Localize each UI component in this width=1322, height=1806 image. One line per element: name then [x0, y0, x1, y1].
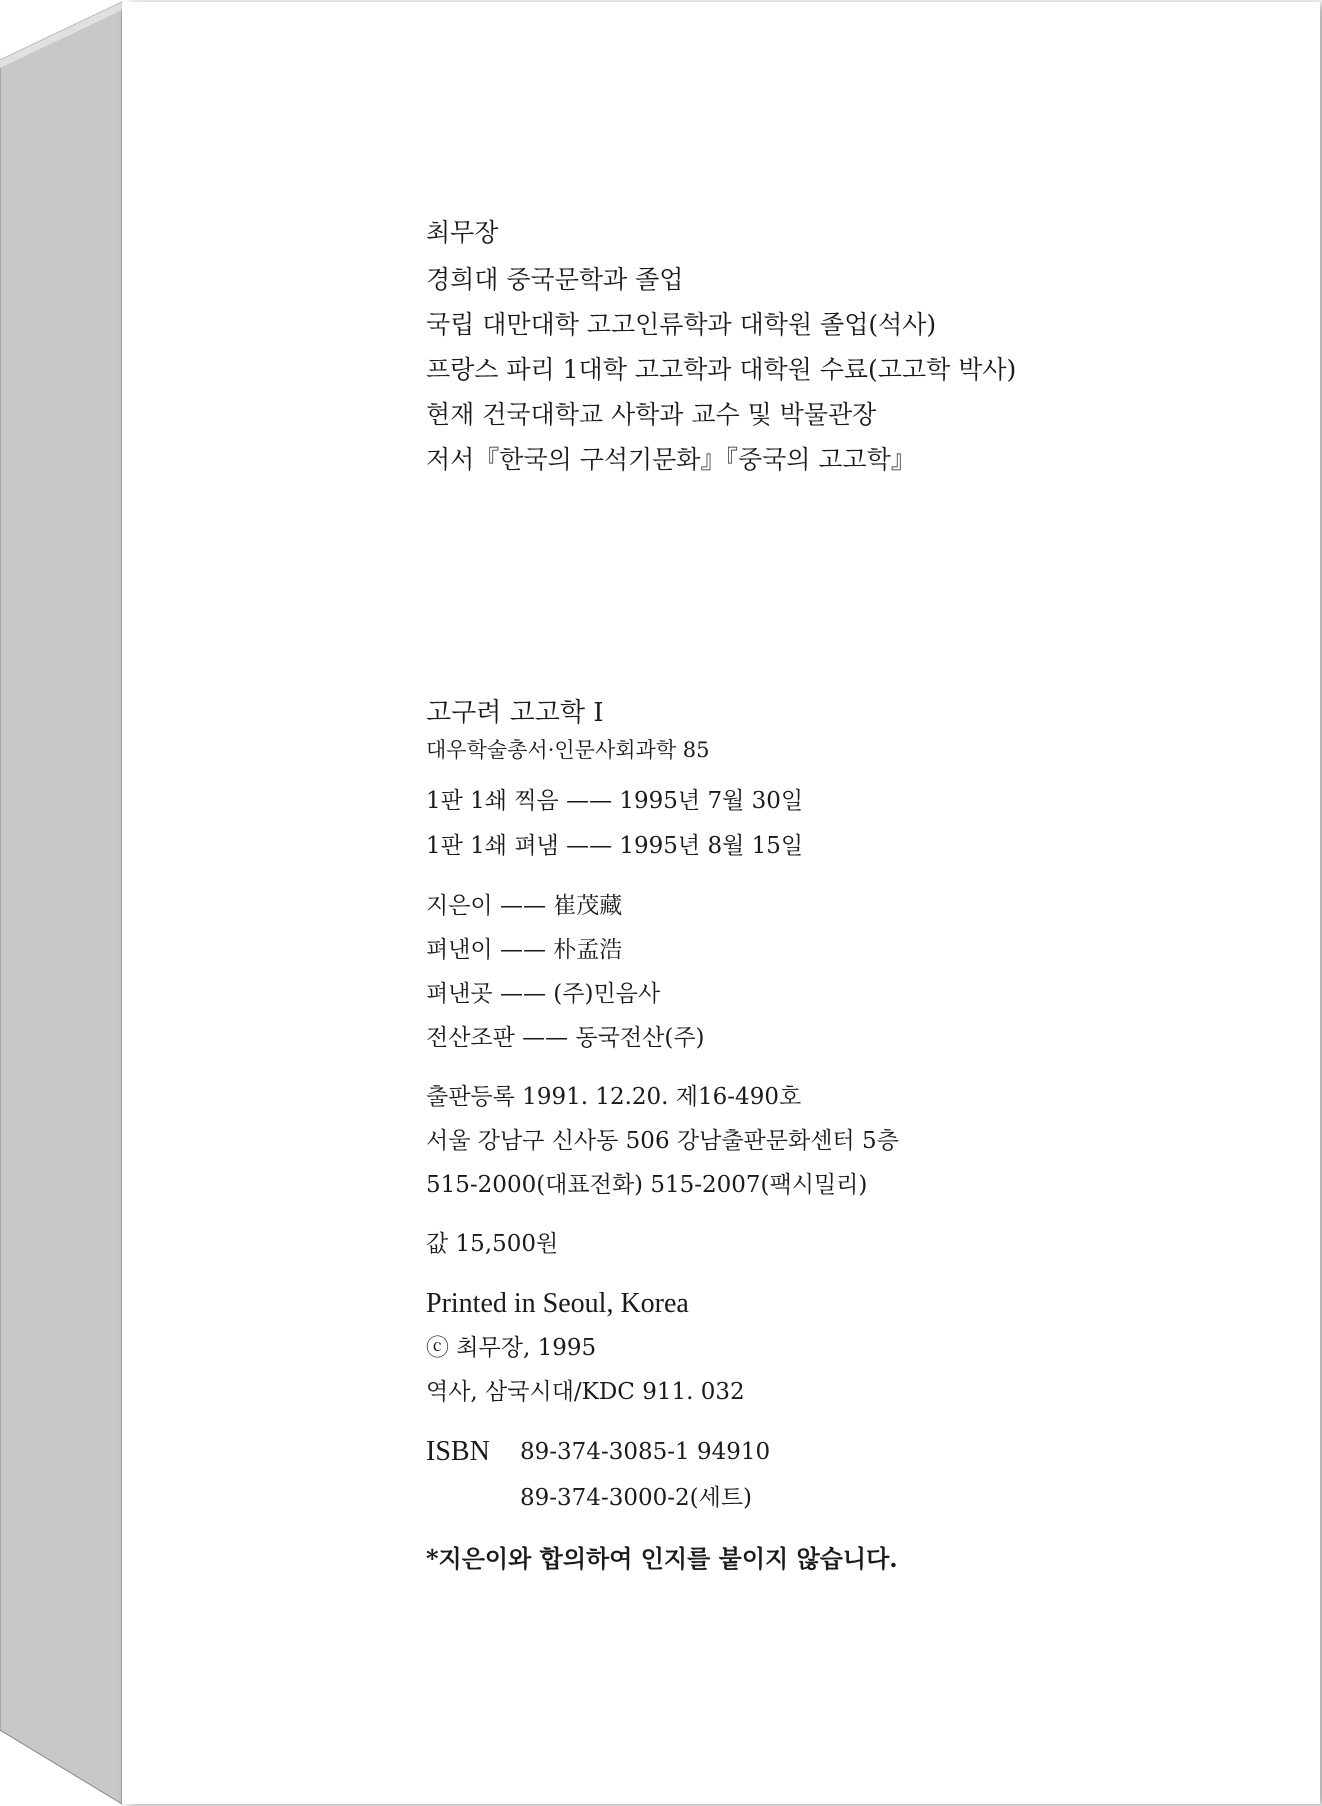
bio-line: 국립 대만대학 고고인류학과 대학원 졸업(석사)	[426, 310, 937, 339]
price-block	[426, 1222, 1126, 1267]
isbn-block	[426, 1429, 1126, 1521]
book-series: 대우학술총서·인문사회과학 85	[426, 738, 710, 762]
price: 값 15,500원	[426, 1231, 559, 1257]
credit-publisher-person: 펴낸이 —— 朴孟浩	[426, 937, 623, 963]
classification-line: 역사, 삼국시대/KDC 911. 032	[426, 1379, 745, 1405]
publisher-info	[426, 1075, 1126, 1207]
credit-author: 지은이 —— 崔茂藏	[426, 893, 623, 919]
bio-line: 저서『한국의 구석기문화』『중국의 고고학』	[426, 445, 916, 474]
author-bio	[426, 210, 1126, 482]
bio-line: 프랑스 파리 1대학 고고학과 대학원 수료(고고학 박사)	[426, 355, 1017, 384]
book-title: 고구려 고고학 Ⅰ	[426, 698, 604, 728]
copyright-line: ⓒ 최무장, 1995	[426, 1335, 597, 1361]
author-name: 최무장	[426, 218, 499, 247]
credits	[426, 884, 1126, 1060]
isbn-label-spacer	[426, 1475, 520, 1521]
phone-line: 515-2000(대표전화) 515-2007(팩시밀리)	[426, 1172, 868, 1198]
isbn-row	[426, 1429, 1126, 1475]
imprint-block	[426, 1282, 1126, 1414]
isbn-number-set: 89-374-3000-2(세트)	[520, 1485, 753, 1511]
bio-line: 현재 건국대학교 사학과 교수 및 박물관장	[426, 400, 877, 429]
bio-line: 경희대 중국문학과 졸업	[426, 265, 684, 294]
credit-typesetting: 전산조판 —— 동국전산(주)	[426, 1025, 705, 1051]
printed-in: Printed in Seoul, Korea	[426, 1288, 689, 1319]
registration-line: 출판등록 1991. 12.20. 제16-490호	[426, 1084, 802, 1110]
print-date-line: 1판 1쇄 펴냄 —— 1995년 8월 15일	[426, 833, 804, 859]
isbn-row	[426, 1475, 1126, 1521]
colophon	[426, 693, 1126, 1582]
stamp-note: *지은이와 합의하여 인지를 붙이지 않습니다.	[426, 1544, 898, 1573]
print-dates	[426, 779, 1126, 869]
credit-publisher: 펴낸곳 —— (주)민음사	[426, 981, 661, 1007]
print-date-line: 1판 1쇄 찍음 —— 1995년 7월 30일	[426, 788, 804, 814]
address-line: 서울 강남구 신사동 506 강남출판문화센터 5층	[426, 1128, 899, 1154]
isbn-number: 89-374-3085-1 94910	[520, 1439, 771, 1465]
isbn-label: ISBN	[426, 1436, 490, 1467]
